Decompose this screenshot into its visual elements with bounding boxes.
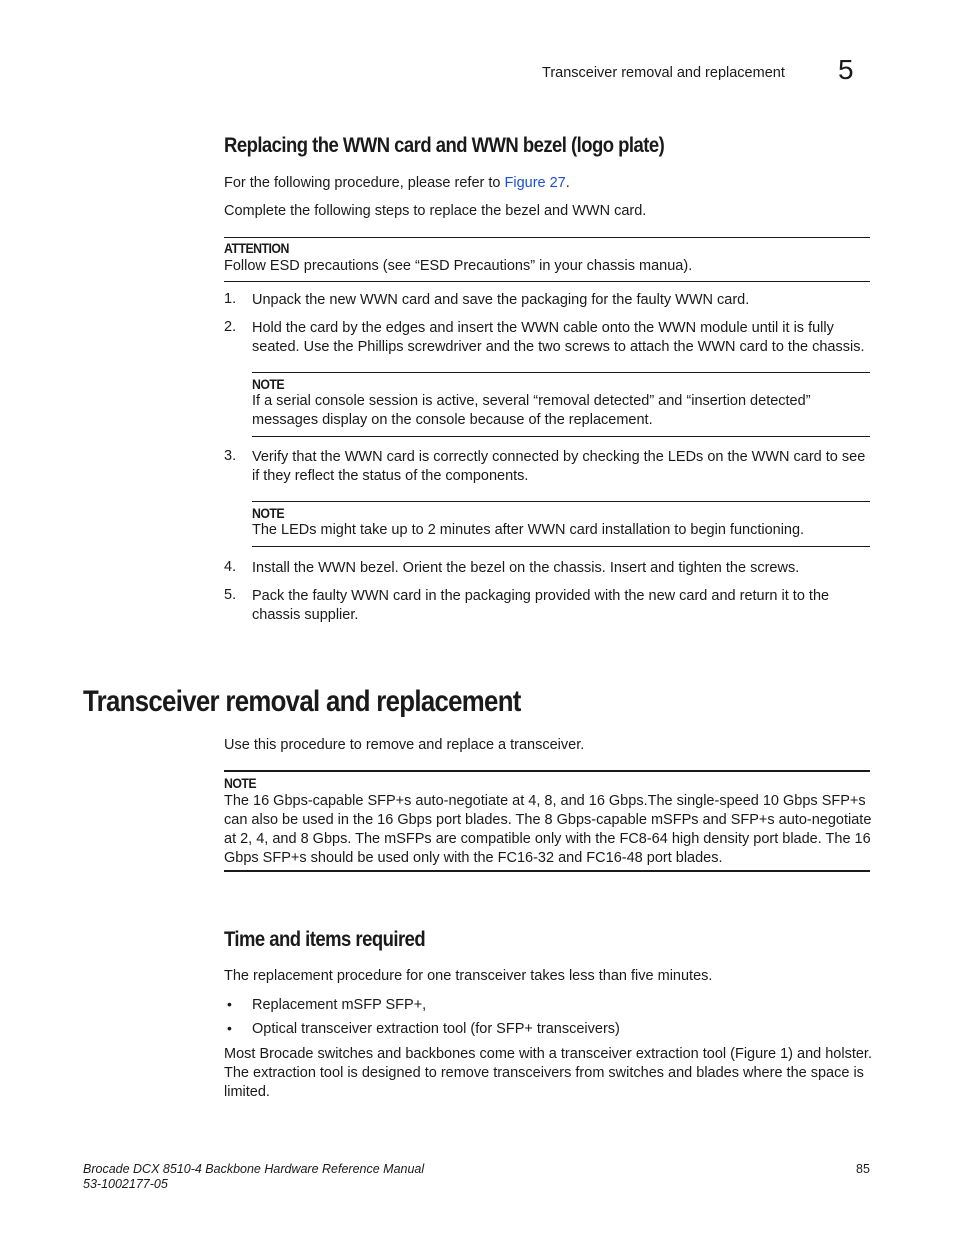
intro-text: For the following procedure, please refer to	[224, 175, 505, 191]
step-text: Verify that the WWN card is correctly connected by checking the LEDs on the WWN card to see if they reflect the status of the components.	[252, 449, 866, 484]
note1-top-rule	[252, 372, 870, 373]
step-text: Hold the card by the edges and insert the WWN cable onto the WWN module until it is fully seated. Use the Phillips screwdriver and the two screws to attach the WWN card to the chassis.	[252, 320, 865, 355]
step-number: 2.	[224, 319, 237, 335]
footer-doc-number: 53-1002177-05	[83, 1177, 168, 1191]
bullet: •	[227, 996, 232, 1012]
attention-text: Follow ESD precautions (see “ESD Precautions” in your chassis manua).	[224, 258, 693, 274]
chapter-number: 5	[838, 54, 854, 85]
step-number: 4.	[224, 559, 237, 575]
note3-label: NOTE	[224, 775, 257, 791]
intro-text-end: .	[565, 175, 570, 191]
note2-bottom-rule	[252, 546, 870, 547]
note3-text: The 16 Gbps-capable SFP+s auto-negotiate at 4, 8, and 16 Gbps.The single-speed 10 Gbps SFP+s can also be used in the 16 Gbps port blades. The 8 Gbps-capable mSFPs and SFP+s auto-negotiate at 2, 4, and 8 Gbps. The mSFPs are compatible only with the FC8-64 high density port blade. The 16 Gbps SFP+s should be used only with the FC16-32 and FC16-48 port blades.	[224, 793, 872, 866]
note3-top-rule	[224, 770, 870, 772]
note2-top-rule	[252, 501, 870, 502]
bullet: •	[227, 1020, 232, 1036]
section-heading-transceiver: Transceiver removal and replacement	[83, 685, 521, 718]
footer-manual-title: Brocade DCX 8510-4 Backbone Hardware Reference Manual	[83, 1162, 425, 1176]
intro-paragraph	[224, 174, 872, 193]
list-item: Optical transceiver extraction tool (for SFP+ transceivers)	[252, 1021, 620, 1037]
note2-label: NOTE	[252, 505, 285, 521]
step-text: Install the WWN bezel. Orient the bezel on the chassis. Insert and tighten the screws.	[252, 560, 800, 576]
note1-text: If a serial console session is active, several “removal detected” and “insertion detected” messages display on the console because of the replacement.	[252, 393, 811, 428]
attention-bottom-rule	[224, 281, 870, 282]
step-text: Pack the faulty WWN card in the packaging provided with the new card and return it to the chassis supplier.	[252, 588, 830, 623]
section-heading-wwn: Replacing the WWN card and WWN bezel (logo plate)	[224, 134, 665, 157]
intro-paragraph-2: Complete the following steps to replace the bezel and WWN card.	[224, 203, 647, 219]
note1-bottom-rule	[252, 436, 870, 437]
step-number: 3.	[224, 448, 237, 464]
note2-text: The LEDs might take up to 2 minutes after WWN card installation to begin functioning.	[252, 522, 805, 538]
step-text: Unpack the new WWN card and save the packaging for the faulty WWN card.	[252, 292, 750, 308]
closing-paragraph: Most Brocade switches and backbones come with a transceiver extraction tool (Figure 1) and holster. The extraction tool is designed to remove transceivers from switches and blades where the space is limited.	[224, 1046, 872, 1100]
step-number: 5.	[224, 587, 237, 603]
step-number: 1.	[224, 291, 237, 307]
figure-27-link[interactable]: Figure 27	[504, 175, 566, 191]
note3-bottom-rule	[224, 870, 870, 872]
note1-label: NOTE	[252, 376, 285, 392]
section-heading-time-items: Time and items required	[224, 928, 426, 951]
transceiver-intro: Use this procedure to remove and replace a transceiver.	[224, 737, 585, 753]
page-number: 85	[856, 1162, 870, 1176]
time-intro: The replacement procedure for one transceiver takes less than five minutes.	[224, 968, 713, 984]
attention-label: ATTENTION	[224, 240, 289, 256]
list-item: Replacement mSFP SFP+,	[252, 997, 427, 1013]
attention-top-rule	[224, 237, 870, 238]
running-header-title: Transceiver removal and replacement	[542, 65, 785, 81]
